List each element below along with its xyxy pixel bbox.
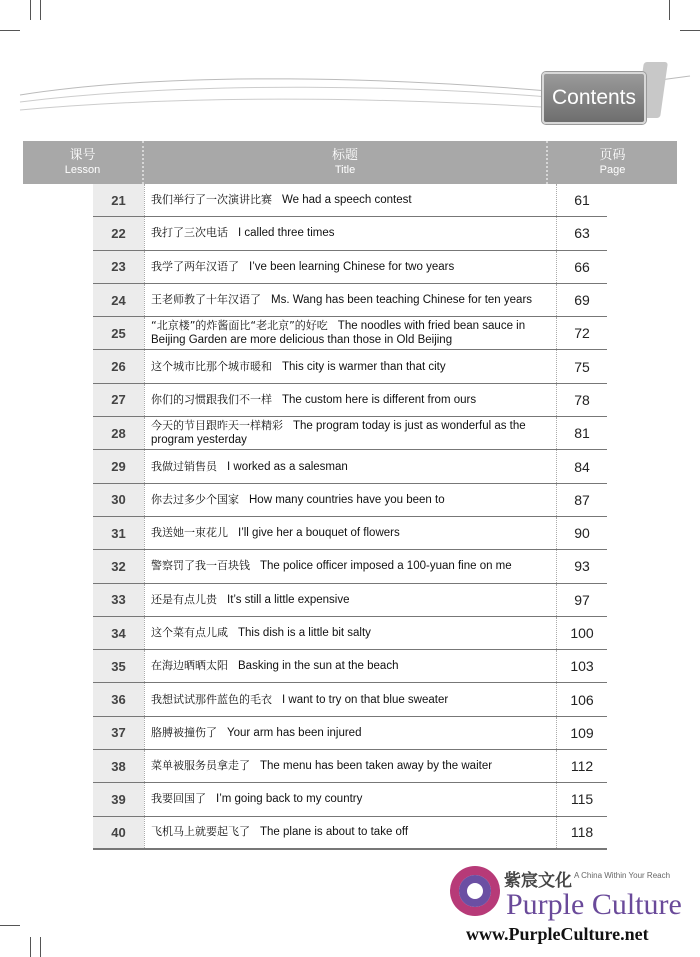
toc-header	[23, 141, 677, 184]
lesson-title-en: I’ve been learning Chinese for two years	[249, 260, 455, 273]
lesson-number: 38	[93, 750, 144, 782]
lesson-title-en: The plane is about to take off	[260, 826, 409, 839]
toc-row[interactable]	[93, 184, 607, 217]
crop-mark	[0, 925, 20, 926]
lesson-title-zh: 这个城市比那个城市暖和	[151, 359, 272, 373]
crop-mark	[40, 937, 41, 957]
page-column-header	[548, 141, 677, 184]
watermark-zh: 紫宸文化	[504, 871, 572, 891]
page-number: 118	[570, 824, 594, 841]
lesson-title-en: The menu has been taken away by the waiter	[260, 760, 493, 773]
lesson-title	[144, 584, 557, 616]
lesson-title-zh: 这个菜有点儿咸	[151, 626, 228, 639]
lesson-title-zh: 我送她一束花儿	[151, 526, 228, 540]
lesson-title	[144, 350, 557, 382]
title-column-header	[144, 141, 548, 184]
toc-row[interactable]	[93, 650, 607, 683]
toc-row[interactable]	[93, 484, 607, 517]
lesson-title	[144, 717, 557, 749]
lesson-title	[144, 484, 557, 516]
toc-row[interactable]	[93, 251, 607, 284]
lesson-title-zh: 你去过多少个国家	[151, 492, 239, 506]
title-header-en: Title	[334, 163, 356, 176]
lesson-number: 22	[93, 217, 144, 249]
lesson-title-en: Basking in the sun at the beach	[238, 660, 399, 673]
page-number: 106	[570, 691, 594, 708]
watermark-name: Purple Culture	[506, 888, 682, 921]
contents-label: Contents	[551, 86, 637, 109]
toc-row[interactable]	[93, 584, 607, 617]
table-of-contents	[23, 141, 677, 850]
page-number: 103	[570, 658, 594, 675]
lesson-title-en: How many countries have you been to	[249, 493, 445, 506]
toc-row[interactable]	[93, 217, 607, 250]
page-number: 69	[574, 292, 590, 309]
lesson-title-zh: 我打了三次电话	[151, 226, 228, 240]
toc-row[interactable]	[93, 350, 607, 383]
lesson-title-zh: 还是有点儿贵	[151, 592, 217, 606]
page-number: 61	[574, 192, 590, 209]
page-number: 109	[570, 724, 594, 741]
page-number: 93	[574, 558, 590, 575]
lesson-title-en: The noodles with fried bean sauce in Beijing Garden are more delicious than those in Old Beijing	[151, 320, 526, 347]
toc-row[interactable]	[93, 450, 607, 483]
lesson-number: 31	[93, 517, 144, 549]
page-number: 112	[570, 758, 594, 775]
page-number: 97	[574, 591, 590, 608]
toc-row[interactable]	[93, 617, 607, 650]
page-header-zh: 页码	[599, 147, 626, 163]
lesson-number: 32	[93, 550, 144, 582]
lesson-title	[144, 817, 557, 848]
lesson-title-zh: 胳膊被撞伤了	[151, 725, 217, 739]
lesson-title	[144, 550, 557, 582]
lesson-title	[144, 417, 557, 449]
toc-row[interactable]	[93, 417, 607, 450]
lesson-title	[144, 284, 557, 316]
lesson-title-zh: 警察罚了我一百块钱	[151, 559, 250, 573]
lesson-number: 30	[93, 484, 144, 516]
page-number: 90	[574, 525, 590, 542]
page-number: 84	[574, 458, 590, 475]
lesson-title-en: We had a speech contest	[282, 194, 412, 207]
lesson-number: 25	[93, 317, 144, 349]
lesson-title-zh: 我们举行了一次演讲比赛	[151, 193, 272, 207]
lesson-title-zh: 菜单被服务员拿走了	[151, 759, 250, 773]
lesson-title-en: I worked as a salesman	[227, 460, 348, 473]
toc-row[interactable]	[93, 783, 607, 816]
lesson-title-zh: 我学了两年汉语了	[151, 259, 239, 273]
lesson-title-en: The police officer imposed a 100-yuan fine on me	[260, 560, 512, 573]
lesson-header-zh: 课号	[69, 147, 96, 163]
lesson-title	[144, 384, 557, 416]
lesson-number: 24	[93, 284, 144, 316]
lesson-title	[144, 517, 557, 549]
lesson-title-zh: 今天的节目跟昨天一样精彩	[151, 419, 283, 433]
lesson-title	[144, 617, 557, 649]
lesson-number: 40	[93, 817, 144, 848]
lesson-title-zh: 我要回国了	[151, 792, 206, 806]
lesson-title-zh: 我做过销售员	[151, 459, 217, 473]
lesson-number: 39	[93, 783, 144, 815]
lesson-number: 29	[93, 450, 144, 482]
lesson-number: 23	[93, 251, 144, 283]
watermark-url: www.PurpleCulture.net	[466, 924, 649, 944]
page-number: 100	[570, 625, 594, 641]
page-number: 75	[574, 358, 590, 375]
lesson-title	[144, 317, 557, 349]
lesson-number: 26	[93, 350, 144, 382]
toc-row[interactable]	[93, 750, 607, 783]
toc-row[interactable]	[93, 717, 607, 750]
lesson-number: 27	[93, 384, 144, 416]
lesson-header-en: Lesson	[64, 163, 101, 176]
toc-row[interactable]	[93, 384, 607, 417]
lesson-title-en: I want to try on that blue sweater	[282, 693, 449, 706]
lesson-title	[144, 783, 557, 815]
purple-culture-watermark	[446, 862, 686, 950]
lesson-title	[144, 650, 557, 682]
lesson-title-en: This dish is a little bit salty	[238, 627, 371, 639]
lesson-title-en: Ms. Wang has been teaching Chinese for ten years	[271, 294, 533, 307]
purple-culture-logo-icon	[450, 866, 500, 916]
page-number: 72	[574, 325, 590, 342]
lesson-title-zh: 王老师教了十年汉语了	[151, 293, 261, 307]
toc-body	[93, 184, 607, 850]
toc-row[interactable]	[93, 550, 607, 583]
lesson-number: 34	[93, 617, 144, 649]
lesson-column-header	[23, 141, 144, 184]
lesson-title-en: It’s still a little expensive	[227, 593, 350, 606]
lesson-title	[144, 683, 557, 715]
lesson-title-zh: 我想试试那件蓝色的毛衣	[151, 692, 272, 706]
lesson-title-zh: 你们的习惯跟我们不一样	[151, 392, 272, 406]
watermark-tagline: A China Within Your Reach	[574, 871, 671, 880]
toc-row[interactable]	[93, 284, 607, 317]
page-number: 87	[574, 491, 590, 508]
lesson-title-en: The program today is just as wonderful as the program yesterday	[151, 420, 526, 447]
lesson-title	[144, 217, 557, 249]
lesson-title-en: Your arm has been injured	[227, 726, 362, 739]
page-number: 63	[574, 225, 590, 242]
lesson-title-en: This city is warmer than that city	[282, 360, 446, 373]
contents-tab	[542, 72, 646, 124]
lesson-title-en: I’m going back to my country	[216, 793, 363, 806]
lesson-title	[144, 450, 557, 482]
page-number: 81	[574, 425, 590, 442]
page-number: 66	[574, 258, 590, 275]
page-number: 78	[574, 391, 590, 408]
lesson-title-en: I called three times	[238, 227, 335, 240]
lesson-title-en: I’ll give her a bouquet of flowers	[238, 527, 400, 540]
lesson-number: 33	[93, 584, 144, 616]
page-header-en: Page	[599, 163, 626, 176]
lesson-title-zh: 在海边晒晒太阳	[151, 659, 228, 673]
lesson-number: 36	[93, 683, 144, 715]
lesson-number: 21	[93, 184, 144, 216]
toc-row[interactable]	[93, 317, 607, 350]
lesson-title-en: The custom here is different from ours	[282, 393, 477, 406]
lesson-number: 35	[93, 650, 144, 682]
toc-row[interactable]	[93, 817, 607, 850]
lesson-number: 28	[93, 417, 144, 449]
lesson-title	[144, 184, 557, 216]
title-header-zh: 标题	[331, 147, 358, 163]
lesson-title-zh: “北京楼”的炸酱面比“老北京”的好吃	[151, 319, 328, 333]
toc-row[interactable]	[93, 517, 607, 550]
lesson-title-zh: 飞机马上就要起飞了	[151, 825, 250, 839]
lesson-number: 37	[93, 717, 144, 749]
lesson-title	[144, 251, 557, 283]
crop-mark	[30, 937, 31, 957]
page-number: 115	[570, 791, 594, 808]
toc-row[interactable]	[93, 683, 607, 716]
lesson-title	[144, 750, 557, 782]
